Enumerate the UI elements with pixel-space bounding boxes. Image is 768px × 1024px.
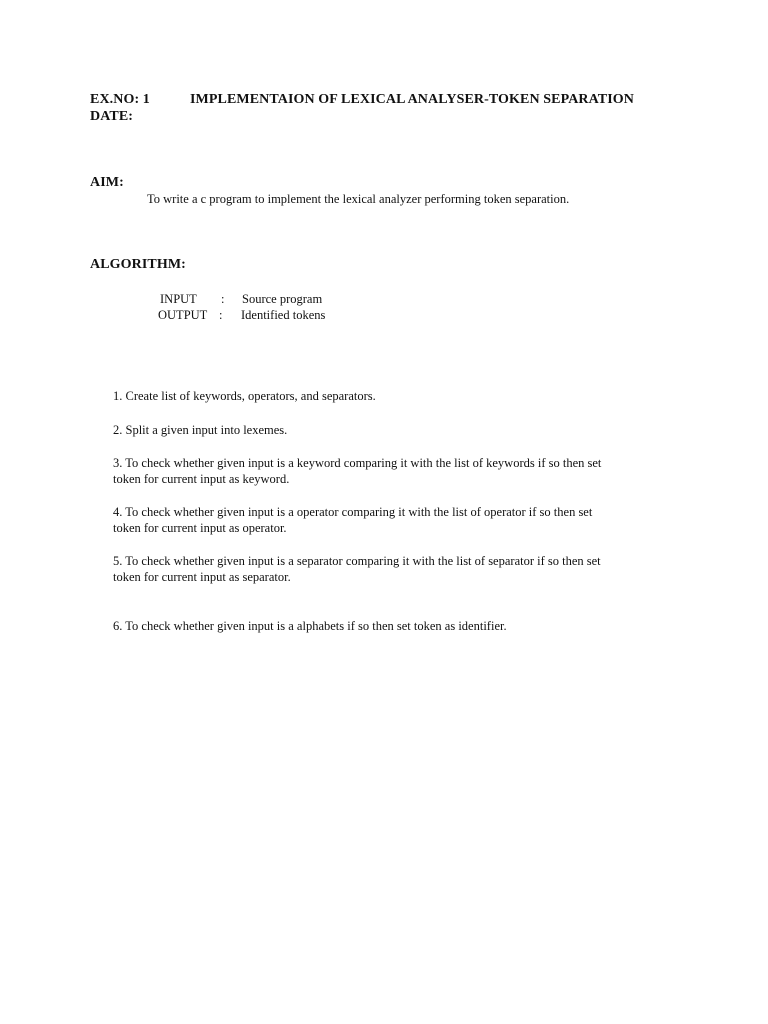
aim-heading: AIM: bbox=[90, 175, 124, 190]
step-line: 1. Create list of keywords, operators, and separators. bbox=[113, 389, 376, 403]
exercise-title: IMPLEMENTAION OF LEXICAL ANALYSER-TOKEN SEPARATION bbox=[190, 92, 634, 107]
step-line: 5. To check whether given input is a separator comparing it with the list of separator if so then set bbox=[113, 554, 601, 568]
step-line: token for current input as operator. bbox=[113, 521, 287, 535]
step-line: 6. To check whether given input is a alphabets if so then set token as identifier. bbox=[113, 619, 507, 633]
step-line: 2. Split a given input into lexemes. bbox=[113, 423, 288, 437]
algorithm-step-1 bbox=[113, 388, 673, 404]
step-line: 3. To check whether given input is a keyword comparing it with the list of keywords if so then set bbox=[113, 456, 602, 470]
algorithm-step-4 bbox=[113, 504, 673, 536]
algorithm-heading: ALGORITHM: bbox=[90, 257, 186, 272]
aim-text: To write a c program to implement the lexical analyzer performing token separation. bbox=[147, 192, 570, 206]
io-label-output: OUTPUT bbox=[158, 308, 208, 322]
io-value-input: Source program bbox=[242, 292, 323, 306]
step-line: token for current input as keyword. bbox=[113, 472, 290, 486]
step-line: 4. To check whether given input is a operator comparing it with the list of operator if so then set bbox=[113, 505, 593, 519]
algorithm-step-3 bbox=[113, 455, 673, 487]
algorithm-step-5 bbox=[113, 553, 673, 585]
io-sep-output: : bbox=[219, 308, 223, 322]
algorithm-step-2 bbox=[113, 422, 673, 438]
io-sep-input: : bbox=[221, 292, 225, 306]
step-line: token for current input as separator. bbox=[113, 570, 291, 584]
io-label-input: INPUT bbox=[160, 292, 197, 306]
exercise-number: EX.NO: 1 bbox=[90, 92, 150, 107]
date-label: DATE: bbox=[90, 109, 134, 124]
io-value-output: Identified tokens bbox=[241, 308, 326, 322]
algorithm-step-6 bbox=[113, 618, 673, 634]
